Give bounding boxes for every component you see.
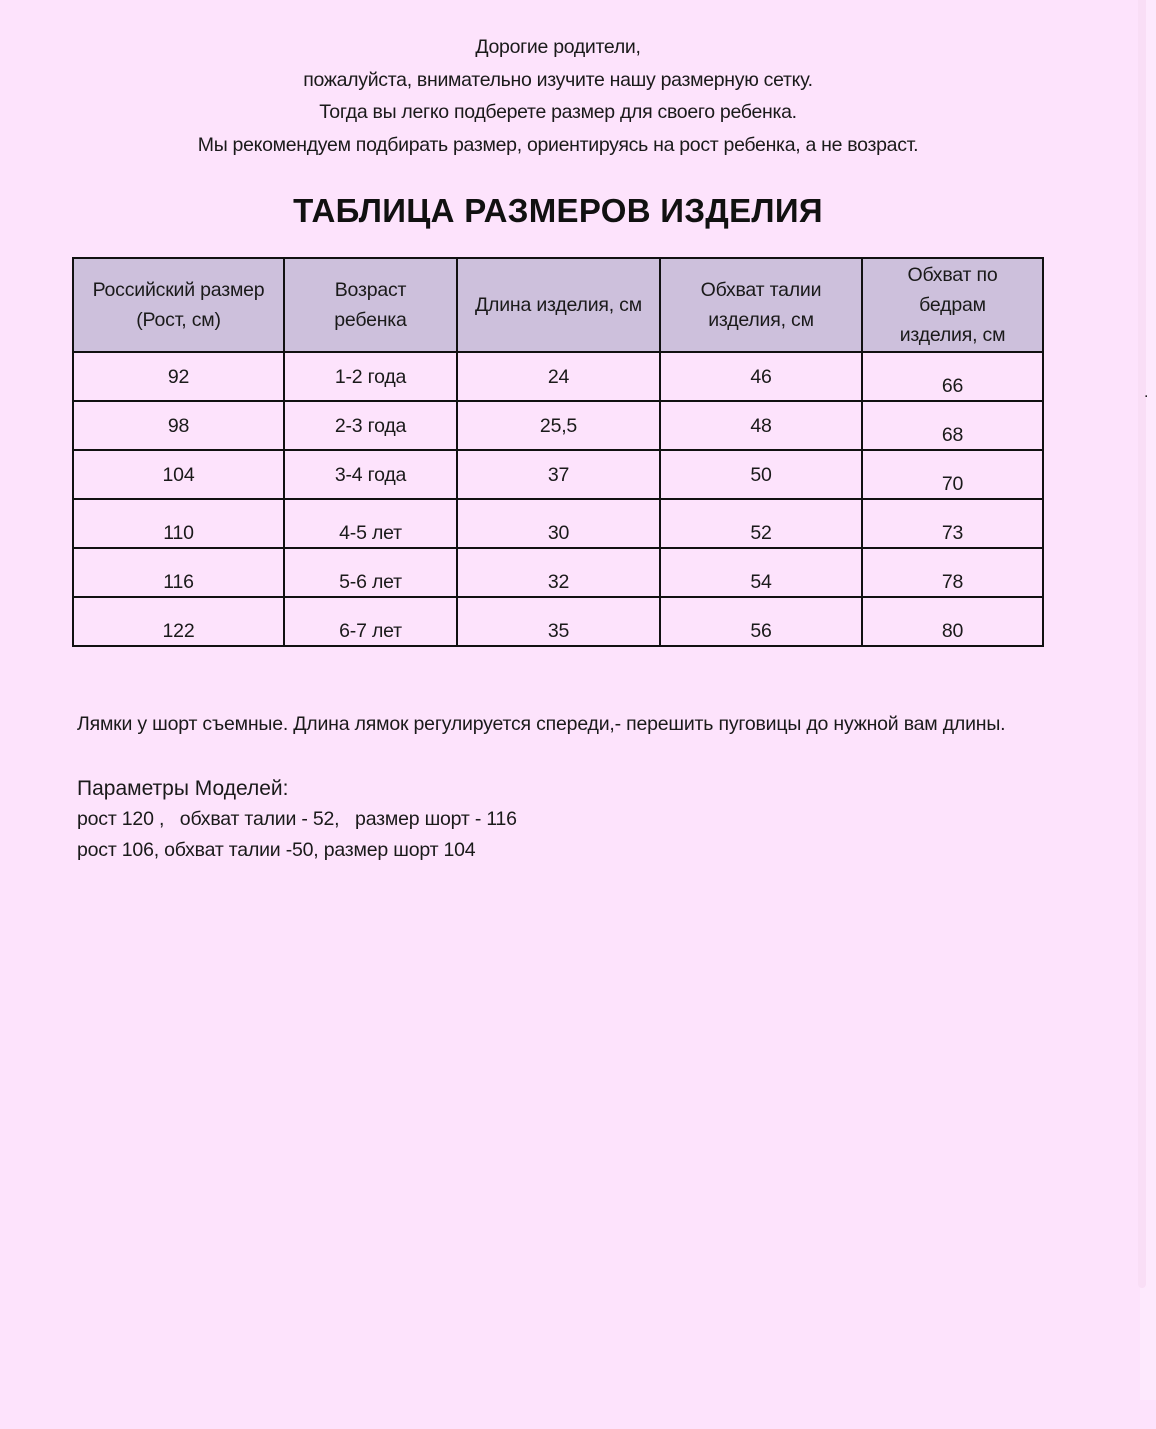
straps-note: Лямки у шорт съемные. Длина лямок регулируется спереди,- перешить пуговицы до нужной вам длины. [77, 713, 1006, 735]
cell-size: 116 [73, 548, 284, 597]
header-hips [862, 258, 1043, 352]
header-text: Обхват по [907, 264, 998, 286]
table-row [73, 352, 1043, 401]
cell-size: 98 [73, 401, 284, 450]
header-waist [660, 258, 862, 352]
cell-waist: 46 [660, 352, 862, 401]
cell-waist: 48 [660, 401, 862, 450]
cell-hips: 80 [862, 597, 1043, 646]
cell-age: 5-6 лет [284, 548, 457, 597]
cell-length: 25,5 [457, 401, 660, 450]
header-child-age [284, 258, 457, 352]
page-title: ТАБЛИЦА РАЗМЕРОВ ИЗДЕЛИЯ [293, 192, 823, 229]
model-params-line: рост 106, обхват талии -50, размер шорт 104 [77, 839, 476, 861]
cell-age: 2-3 года [284, 401, 457, 450]
models-title: Параметры Моделей: [77, 777, 289, 800]
model-params-line: рост 120 , обхват талии - 52, размер шорт - 116 [77, 808, 517, 830]
header-text: Российский размер [92, 279, 265, 301]
cell-waist: 54 [660, 548, 862, 597]
header-text: Обхват талии [700, 279, 822, 301]
table-row [73, 450, 1043, 499]
cell-size: 104 [73, 450, 284, 499]
cell-size: 122 [73, 597, 284, 646]
cell-length: 24 [457, 352, 660, 401]
table-row [73, 597, 1043, 646]
cell-size: 92 [73, 352, 284, 401]
cell-size: 110 [73, 499, 284, 548]
cell-age: 4-5 лет [284, 499, 457, 548]
cell-age: 6-7 лет [284, 597, 457, 646]
header-text: изделия, см [708, 309, 814, 331]
header-text: Возраст [334, 279, 407, 301]
cell-hips: 68 [862, 401, 1043, 450]
table-header-row [73, 258, 1043, 352]
cell-length: 32 [457, 548, 660, 597]
cell-waist: 56 [660, 597, 862, 646]
header-text: ребенка [334, 309, 407, 331]
table-row [73, 499, 1043, 548]
cell-hips: 66 [862, 352, 1043, 401]
cell-age: 3-4 года [284, 450, 457, 499]
cell-hips: 78 [862, 548, 1043, 597]
cell-hips: 70 [862, 450, 1043, 499]
intro-line: Тогда вы легко подберете размер для своего ребенка. [319, 101, 797, 123]
cell-length: 37 [457, 450, 660, 499]
cell-hips: 73 [862, 499, 1043, 548]
cell-length: 35 [457, 597, 660, 646]
cell-length: 30 [457, 499, 660, 548]
header-text: (Рост, см) [136, 309, 221, 331]
header-russian-size [73, 258, 284, 352]
header-text: изделия, см [899, 324, 1006, 346]
scrollbar[interactable] [1138, 0, 1149, 1288]
header-length [457, 258, 660, 352]
table-row [73, 401, 1043, 450]
header-text: Длина изделия, см [475, 294, 642, 316]
header-text: бедрам [919, 294, 986, 316]
stray-dot: . [1144, 384, 1149, 401]
intro-text [0, 31, 1116, 161]
intro-line: Мы рекомендуем подбирать размер, ориентируясь на рост ребенка, а не возраст. [197, 133, 919, 156]
table-row [73, 548, 1043, 597]
cell-waist: 52 [660, 499, 862, 548]
document-body [0, 31, 1116, 866]
cell-waist: 50 [660, 450, 862, 499]
cell-age: 1-2 года [284, 352, 457, 401]
intro-line: Дорогие родители, [475, 36, 641, 58]
size-table [72, 257, 1044, 647]
intro-line: пожалуйста, внимательно изучите нашу размерную сетку. [303, 68, 813, 91]
